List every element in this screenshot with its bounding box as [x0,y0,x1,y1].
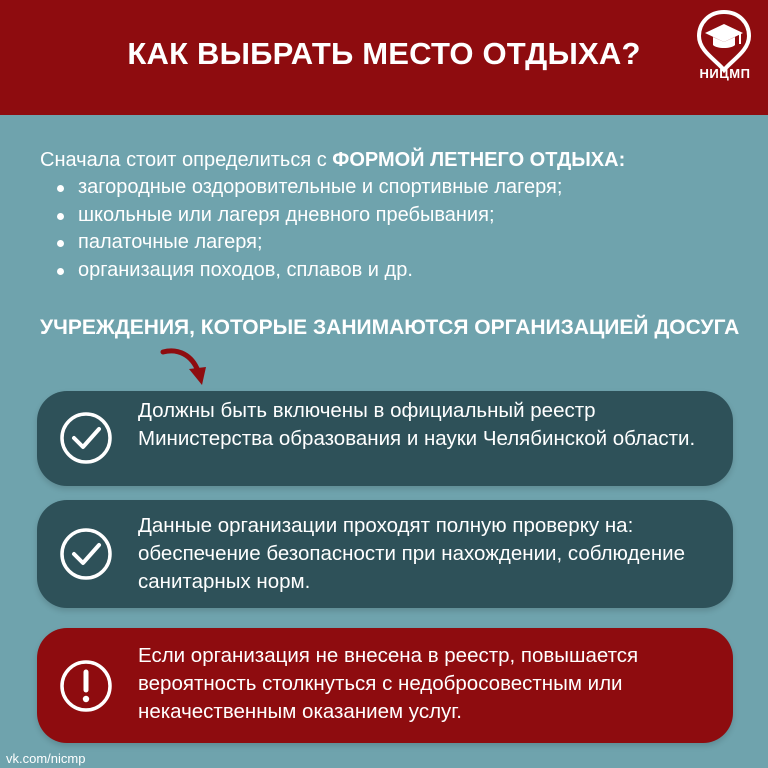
list-item-text: загородные оздоровительные и спортивные лагеря; [78,176,563,198]
list-item [52,257,742,285]
info-card-registry [37,391,733,486]
card-text: Должны быть включены в официальный реестр Министерства образования и науки Челябинской области. [138,399,696,450]
warning-card [37,628,733,743]
bullet-dot-icon [57,213,64,220]
list-item [52,174,742,202]
exclamation-circle-icon [59,659,113,713]
intro-lead: Сначала стоит определиться с [40,149,333,171]
check-circle-icon [59,411,113,465]
footer-link[interactable]: vk.com/nicmp [6,751,86,766]
list-item-text: школьные или лагеря дневного пребывания; [78,203,495,226]
list-item [52,229,742,257]
card-text: Данные организации проходят полную проверку на: обеспечение безопасности при нахождении, соблюдение санитарных норм. [138,514,686,593]
intro-lead-strong: ФОРМОЙ ЛЕТНЕГО ОТДЫХА: [332,149,626,171]
intro-text [40,147,740,174]
logo-text: НИЦМП [699,66,751,81]
bullet-dot-icon [57,185,64,192]
graduation-cap-pin-icon [694,8,754,74]
curved-arrow-icon [160,345,212,387]
bullet-dot-icon [57,240,64,247]
list-item [52,202,742,230]
check-circle-icon [59,527,113,581]
page-title: КАК ВЫБРАТЬ МЕСТО ОТДЫХА? [127,36,641,71]
card-text: Если организация не внесена в реестр, повышается вероятность столкнуться с недобросовестным или некачественным оказанием услуг. [138,644,639,723]
rest-forms-list [52,174,742,284]
section-heading: УЧРЕЖДЕНИЯ, КОТОРЫЕ ЗАНИМАЮТСЯ ОРГАНИЗАЦИЕЙ ДОСУГА [40,316,740,339]
header-banner [0,0,768,115]
bullet-dot-icon [57,268,64,275]
list-item-text: палаточные лагеря; [78,231,263,253]
list-item-text: организация походов, сплавов и др. [78,258,413,281]
info-card-inspection [37,500,733,608]
